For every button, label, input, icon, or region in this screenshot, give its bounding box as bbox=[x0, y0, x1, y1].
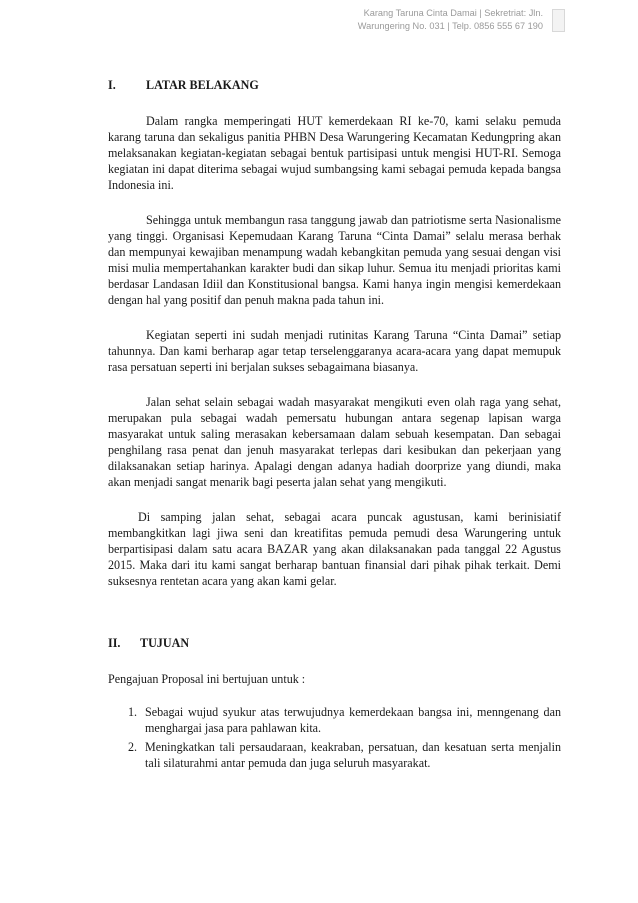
header-line-1: Karang Taruna Cinta Damai | Sekretriat: Jln. bbox=[363, 8, 543, 18]
goals-list bbox=[108, 704, 561, 771]
list-item bbox=[128, 704, 561, 736]
list-item-text: Sebagai wujud syukur atas terwujudnya kemerdekaan bangsa ini, menngenang dan menghargai jasa para pahlawan kita. bbox=[145, 705, 561, 735]
list-item-text: Meningkatkan tali persaudaraan, keakraban, persatuan, dan kesatuan serta menjalin tali silaturahmi antar pemuda dan juga seluruh masyarakat. bbox=[145, 740, 561, 770]
section-1-heading bbox=[108, 77, 561, 93]
document-body bbox=[108, 77, 561, 774]
list-item bbox=[128, 739, 561, 771]
section-2-intro: Pengajuan Proposal ini bertujuan untuk : bbox=[108, 672, 306, 686]
paragraph: Kegiatan seperti ini sudah menjadi rutinitas Karang Taruna “Cinta Damai” setiap tahunnya. Dan kami berharap agar tetap terselenggaranya acara-acara yang dapat memupuk rasa persatuan seperti ini berjalan sukses sebagaimana biasanya. bbox=[108, 328, 561, 374]
list-item-number: 1. bbox=[128, 705, 138, 719]
paragraph: Di samping jalan sehat, sebagai acara puncak agustusan, kami berinisiatif membangkitkan lagi jiwa seni dan kreatifitas pemuda pemudi desa Warungering untuk berpartisipasi dalam satu acara BAZAR yang akan dilaksanakan pada tanggal 22 Agustus 2015. Maka dari itu kami sangat berharap bantuan finansial dari pihak pihak terkait. Demi suksesnya rentetan acara yang akan kami gelar. bbox=[108, 510, 561, 588]
paragraph: Dalam rangka memperingati HUT kemerdekaan RI ke-70, kami selaku pemuda karang taruna dan sekaligus panitia PHBN Desa Warungering Kecamatan Kedungpring akan melaksanakan kegiatan-kegiatan sebagai bentuk partisipasi untuk mengisi HUT-RI. Semoga kegiatan ini dapat diterima sebagai wujud sumbangsing kami sebagai pemuda kepada bangsa Indonesia ini. bbox=[108, 114, 561, 192]
section-2-number: II. bbox=[108, 636, 121, 650]
section-1-number: I. bbox=[108, 78, 116, 92]
paragraph: Sehingga untuk membangun rasa tanggung jawab dan patriotisme serta Nasionalisme yang tinggi. Organisasi Kepemudaan Karang Taruna “Cinta Damai” selalu merasa berhak dan mempunyai kewajiban menampung wadah kebangkitan pemuda yang sesuai dengan visi misi mulia mempertahankan karakter budi dan sikap luhur. Semua itu menjadi prioritas kami berdasar Landasan Idiil dan Konstitusional bangsa. Kami hanya ingin mengisi kemerdekaan dengan hal yang positif dan penuh makna pada tahun ini. bbox=[108, 213, 561, 307]
list-item-number: 2. bbox=[128, 740, 138, 754]
page-header bbox=[313, 7, 543, 33]
header-logo-box bbox=[552, 9, 565, 32]
section-2-heading bbox=[108, 635, 561, 651]
paragraph: Jalan sehat selain sebagai wadah masyarakat mengikuti even olah raga yang sehat, merupakan pula sebagai wadah pemersatu hubungan antara segenap lapisan warga masyarakat untuk saling merasakan kebersamaan dalam sebuah kesempatan. Dan sebagai penghilang rasa penat dan jenuh masyarakat terlepas dari kesibukan dan pekerjaan yang dilaksanakan setiap harinya. Apalagi dengan adanya hadiah doorprize yang diundi, maka akan menjadi sangat menarik bagi peserta jalan sehat yang mengikuti. bbox=[108, 395, 561, 489]
section-1-title: LATAR BELAKANG bbox=[146, 78, 259, 92]
header-line-2: Warungering No. 031 | Telp. 0856 555 67 190 bbox=[357, 21, 543, 31]
section-2-title: TUJUAN bbox=[140, 636, 190, 650]
section-2 bbox=[108, 635, 561, 771]
